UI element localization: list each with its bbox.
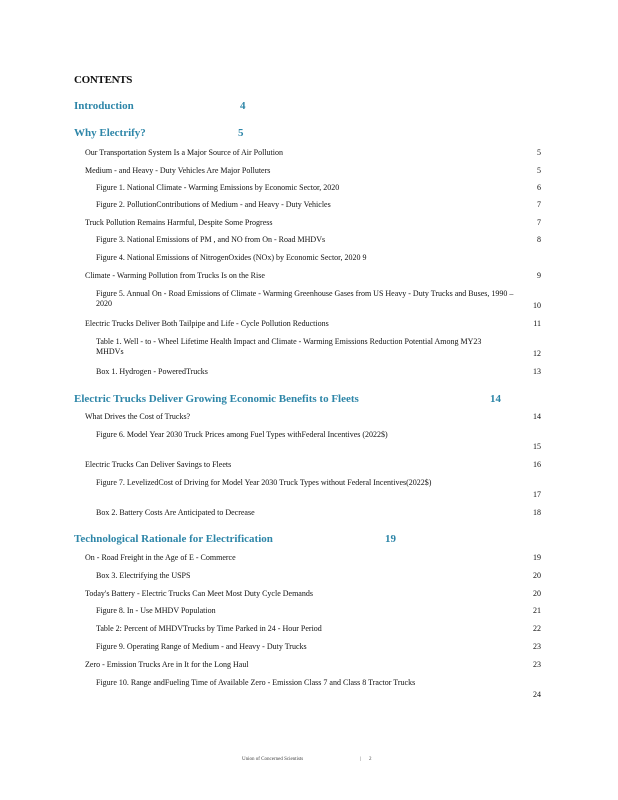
entry-page: 12 <box>533 349 541 358</box>
entry-page: 7 <box>537 218 541 227</box>
toc-entry[interactable] <box>96 678 521 688</box>
entry-text: Figure 6. Model Year 2030 Truck Prices among Fuel Types withFederal Incentives (2022$) <box>96 430 388 439</box>
entry-text: Figure 1. National Climate - Warming Emissions by Economic Sector, 2020 <box>96 183 340 192</box>
toc-entry[interactable] <box>85 412 190 422</box>
section-page: 14 <box>490 393 501 405</box>
entry-page: 11 <box>533 319 541 328</box>
entry-page: 15 <box>533 442 541 451</box>
section-page: 4 <box>240 100 246 112</box>
entry-text: Our Transportation System Is a Major Source of Air Pollution <box>85 148 283 157</box>
entry-text: Figure 9. Operating Range of Medium - and Heavy - Duty Trucks <box>96 642 307 651</box>
entry-text: Figure 5. Annual On - Road Emissions of Climate - Warming Greenhouse Gases from US Heavy - Duty Trucks and Buses, 1990 – 2020 <box>96 289 514 308</box>
entry-text: Box 2. Battery Costs Are Anticipated to Decrease <box>96 508 255 517</box>
entry-text: Climate - Warming Pollution from Trucks Is on the Rise <box>85 271 265 280</box>
entry-text: Electric Trucks Deliver Both Tailpipe and Life - Cycle Pollution Reductions <box>85 319 329 328</box>
entry-page: 6 <box>537 183 541 192</box>
toc-entry[interactable] <box>96 200 331 210</box>
entry-page: 13 <box>533 367 541 376</box>
toc-entry[interactable] <box>96 606 216 616</box>
footer-separator: | <box>360 757 362 762</box>
toc-entry[interactable] <box>96 183 339 193</box>
entry-text: On - Road Freight in the Age of E - Commerce <box>85 553 236 562</box>
entry-text: Box 1. Hydrogen - PoweredTrucks <box>96 367 208 376</box>
entry-page: 22 <box>533 624 541 633</box>
section-introduction[interactable] <box>74 100 246 112</box>
toc-entry[interactable] <box>96 235 325 245</box>
toc-entry[interactable] <box>96 289 526 309</box>
toc-entry[interactable] <box>96 642 307 652</box>
entry-text: Figure 3. National Emissions of PM , and NO from On - Road MHDVs <box>96 235 326 244</box>
toc-entry[interactable] <box>96 367 208 377</box>
entry-page: 23 <box>533 642 541 651</box>
entry-text: Table 1. Well - to - Wheel Lifetime Health Impact and Climate - Warming Emissions Reduction Potential Among MY23 MHDVs <box>96 337 482 356</box>
toc-entry[interactable] <box>85 148 283 158</box>
entry-page: 9 <box>537 271 541 280</box>
entry-page: 10 <box>533 301 541 310</box>
entry-page: 18 <box>533 508 541 517</box>
entry-text: Electric Trucks Can Deliver Savings to Fleets <box>85 460 232 469</box>
section-economic-benefits[interactable] <box>74 393 501 405</box>
toc-entry[interactable] <box>96 430 496 440</box>
toc-entry[interactable] <box>85 319 329 329</box>
toc-entry[interactable] <box>96 478 516 488</box>
toc-entry[interactable] <box>85 589 313 599</box>
toc-entry[interactable] <box>85 166 270 176</box>
entry-page: 8 <box>537 235 541 244</box>
section-title: Introduction <box>74 100 134 112</box>
entry-text: What Drives the Cost of Trucks? <box>85 412 191 421</box>
section-why-electrify[interactable] <box>74 127 244 139</box>
section-title: Electric Trucks Deliver Growing Economic Benefits to Fleets <box>74 393 359 405</box>
entry-text: Figure 4. National Emissions of NitrogenOxides (NOx) by Economic Sector, 2020 9 <box>96 253 367 262</box>
toc-entry[interactable] <box>96 337 496 357</box>
toc-entry[interactable] <box>96 624 322 634</box>
toc-entry[interactable] <box>85 460 231 470</box>
entry-page: 21 <box>533 606 541 615</box>
toc-entry[interactable] <box>85 271 265 281</box>
toc-heading: CONTENTS <box>74 74 133 86</box>
toc-entry[interactable] <box>85 218 272 228</box>
toc-entry[interactable] <box>96 508 255 518</box>
entry-page: 20 <box>533 589 541 598</box>
entry-page: 14 <box>533 412 541 421</box>
toc-entry[interactable] <box>85 553 236 563</box>
section-page: 5 <box>238 127 244 139</box>
entry-text: Truck Pollution Remains Harmful, Despite Some Progress <box>85 218 273 227</box>
entry-text: Figure 8. In - Use MHDV Population <box>96 606 216 615</box>
entry-page: 7 <box>537 200 541 209</box>
section-title: Why Electrify? <box>74 127 146 139</box>
section-technological-rationale[interactable] <box>74 533 396 545</box>
footer-org: Union of Concerned Scientists <box>242 757 304 762</box>
entry-page: 19 <box>533 553 541 562</box>
entry-page: 5 <box>537 166 541 175</box>
toc-entry[interactable] <box>85 660 249 670</box>
entry-text: Zero - Emission Trucks Are in It for the Long Haul <box>85 660 249 669</box>
entry-text: Table 2: Percent of MHDVTrucks by Time Parked in 24 - Hour Period <box>96 624 322 633</box>
entry-page: 5 <box>537 148 541 157</box>
entry-page: 24 <box>533 690 541 699</box>
entry-page: 17 <box>533 490 541 499</box>
section-page: 19 <box>385 533 396 545</box>
entry-text: Box 3. Electrifying the USPS <box>96 571 191 580</box>
toc-entry[interactable] <box>96 571 190 581</box>
section-title: Technological Rationale for Electrification <box>74 533 273 545</box>
entry-page: 23 <box>533 660 541 669</box>
entry-text: Figure 7. LevelizedCost of Driving for Model Year 2030 Truck Types without Federal Incentives(2022$) <box>96 478 432 487</box>
entry-text: Medium - and Heavy - Duty Vehicles Are Major Polluters <box>85 166 271 175</box>
entry-text: Today's Battery - Electric Trucks Can Meet Most Duty Cycle Demands <box>85 589 313 598</box>
entry-text: Figure 10. Range andFueling Time of Available Zero - Emission Class 7 and Class 8 Tractor Trucks <box>96 678 416 687</box>
toc-entry[interactable] <box>96 253 367 263</box>
footer-page-number: 2 <box>369 757 372 762</box>
entry-text: Figure 2. PollutionContributions of Medium - and Heavy - Duty Vehicles <box>96 200 331 209</box>
entry-page: 20 <box>533 571 541 580</box>
entry-page: 16 <box>533 460 541 469</box>
